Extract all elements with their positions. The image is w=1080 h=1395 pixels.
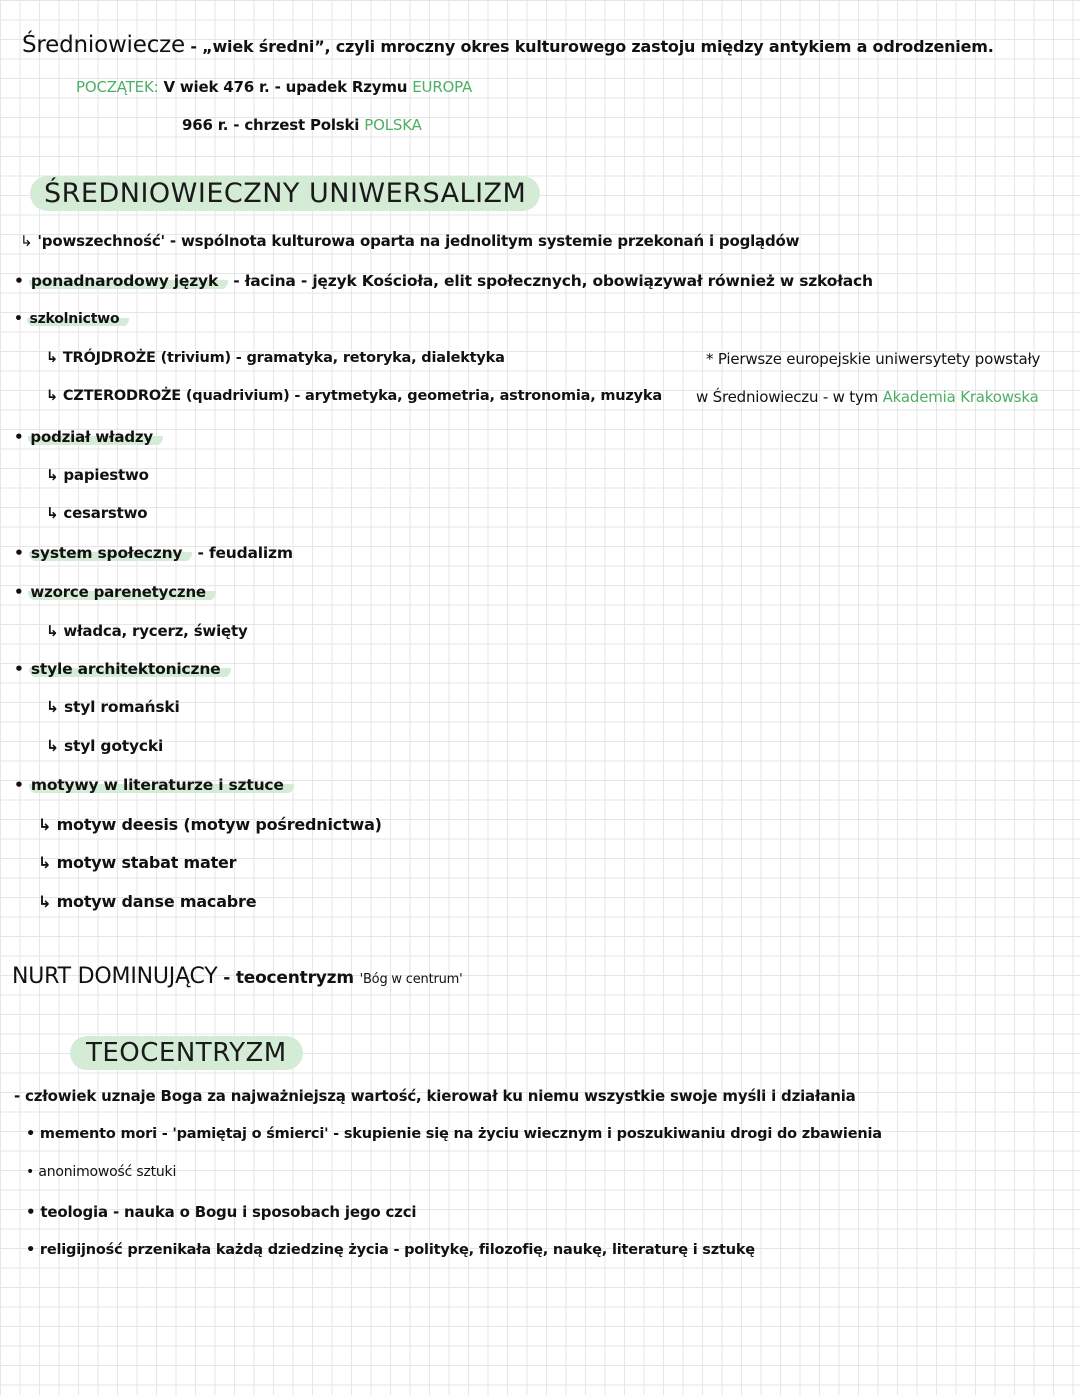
power-papacy-text: papiestwo	[63, 466, 149, 484]
language-text: - łacina - język Kościoła, elit społecznych, obowiązywał również w szkołach	[228, 272, 873, 290]
highlight-motifs: motywy w literaturze i sztuce	[29, 776, 294, 794]
start-europe-line	[76, 78, 472, 96]
motif-deesis: ↳ motyw deesis (motyw pośrednictwa)	[38, 815, 382, 834]
motif-stabat-mater-text: motyw stabat mater	[56, 853, 237, 872]
list-item-models: • wzorce parenetyczne	[14, 583, 216, 601]
dominant-text: - teocentryzm	[217, 968, 360, 988]
list-item-social: • system społeczny - feudalizm	[14, 544, 293, 562]
page-title: Średniowiecze	[22, 32, 185, 58]
theocentrism-theology: • teologia - nauka o Bogu i sposobach jego czci	[26, 1203, 417, 1221]
theocentrism-anonymity: • anonimowość sztuki	[26, 1164, 177, 1180]
start-poland-tag: POLSKA	[364, 116, 422, 134]
universalism-definition	[20, 232, 799, 250]
start-europe-tag: EUROPA	[412, 78, 473, 96]
social-text: - feudalizm	[192, 544, 293, 562]
power-papacy: ↳ papiestwo	[46, 466, 149, 484]
list-item-power: • podział władzy	[14, 428, 163, 446]
highlight-social: system społeczny	[29, 544, 192, 562]
list-item-motifs: • motywy w literaturze i sztuce	[14, 776, 294, 794]
motif-danse-macabre-text: motyw danse macabre	[56, 892, 257, 911]
section-header-theocentrism: TEOCENTRYZM	[70, 1036, 303, 1070]
intro-definition: - „wiek średni”, czyli mroczny okres kulturowego zastoju między antykiem a odrodzeniem.	[184, 37, 994, 56]
architecture-gothic: ↳ styl gotycki	[46, 737, 164, 755]
note-universities-1: * Pierwsze europejskie uniwersytety powstały	[706, 350, 1041, 368]
architecture-romanesque-text: styl romański	[63, 698, 180, 716]
models-items-text: władca, rycerz, święty	[63, 622, 248, 640]
universalism-definition-text: 'powszechność' - wspólnota kulturowa oparta na jednolitym systemie przekonań i poglądów	[37, 232, 800, 250]
theology-text: teologia - nauka o Bogu i sposobach jego czci	[40, 1203, 417, 1221]
motif-danse-macabre: ↳ motyw danse macabre	[38, 892, 257, 911]
religiosity-text: religijność przenikała każdą dziedzinę życia - politykę, filozofię, naukę, literaturę i sztukę	[39, 1242, 755, 1258]
arrow-icon: ↳	[20, 232, 33, 250]
highlight-models: wzorce parenetyczne	[28, 583, 215, 601]
motif-deesis-text: motyw deesis (motyw pośrednictwa)	[56, 815, 382, 834]
start-europe: V wiek 476 r. - upadek Rzymu	[163, 78, 408, 96]
highlight-architecture: style architektoniczne	[29, 660, 231, 678]
architecture-gothic-text: styl gotycki	[63, 737, 164, 755]
theocentrism-religiosity: • religijność przenikała każdą dziedzinę życia - politykę, filozofię, naukę, literaturę i sztukę	[26, 1242, 755, 1258]
schooling-trivium: ↳ TRÓJDROŻE (trivium) - gramatyka, retoryka, dialektyka	[46, 350, 505, 366]
list-item-language: • ponadnarodowy język - łacina - język Kościoła, elit społecznych, obowiązywał również w szkołach	[14, 272, 873, 290]
quadrivium-text: CZTERODROŻE (quadrivium) - arytmetyka, geometria, astronomia, muzyka	[62, 388, 662, 404]
intro-line	[22, 32, 994, 58]
trivium-text: TRÓJDROŻE (trivium) - gramatyka, retoryka, dialektyka	[62, 350, 505, 366]
anonymity-text: anonimowość sztuki	[38, 1164, 177, 1180]
models-items: ↳ władca, rycerz, święty	[46, 622, 248, 640]
note-universities-2	[696, 388, 1039, 406]
dominant-meaning: 'Bóg w centrum'	[359, 972, 463, 987]
start-poland-line	[182, 116, 422, 134]
highlight-power: podział władzy	[28, 428, 163, 446]
start-label: POCZĄTEK:	[76, 78, 159, 96]
list-item-schooling: • szkolnictwo	[14, 311, 129, 327]
dominant-label: NURT DOMINUJĄCY	[12, 964, 218, 989]
start-poland: 966 r. - chrzest Polski	[182, 116, 360, 134]
highlight-language: ponadnarodowy język	[29, 272, 228, 290]
note-academy: Akademia Krakowska	[882, 388, 1039, 406]
schooling-quadrivium: ↳ CZTERODROŻE (quadrivium) - arytmetyka, geometria, astronomia, muzyka	[46, 388, 662, 404]
power-empire-text: cesarstwo	[63, 504, 148, 522]
motif-stabat-mater: ↳ motyw stabat mater	[38, 853, 237, 872]
theocentrism-definition: - człowiek uznaje Boga za najważniejszą wartość, kierował ku niemu wszystkie swoje myśli i działania	[14, 1087, 856, 1105]
memento-mori-text: memento mori - 'pamiętaj o śmierci' - skupienie się na życiu wiecznym i poszukiwaniu drogi do zbawienia	[39, 1126, 882, 1142]
note-universities-2-text: w Średniowieczu - w tym	[696, 388, 883, 406]
theocentrism-memento-mori: • memento mori - 'pamiętaj o śmierci' - skupienie się na życiu wiecznym i poszukiwaniu drogi do zbawienia	[26, 1126, 882, 1142]
section-header-universalism: ŚREDNIOWIECZNY UNIWERSALIZM	[30, 176, 540, 211]
dominant-trend-line	[12, 964, 463, 989]
highlight-schooling: szkolnictwo	[27, 311, 129, 327]
list-item-architecture: • style architektoniczne	[14, 660, 231, 678]
power-empire: ↳ cesarstwo	[46, 504, 148, 522]
architecture-romanesque: ↳ styl romański	[46, 698, 180, 716]
